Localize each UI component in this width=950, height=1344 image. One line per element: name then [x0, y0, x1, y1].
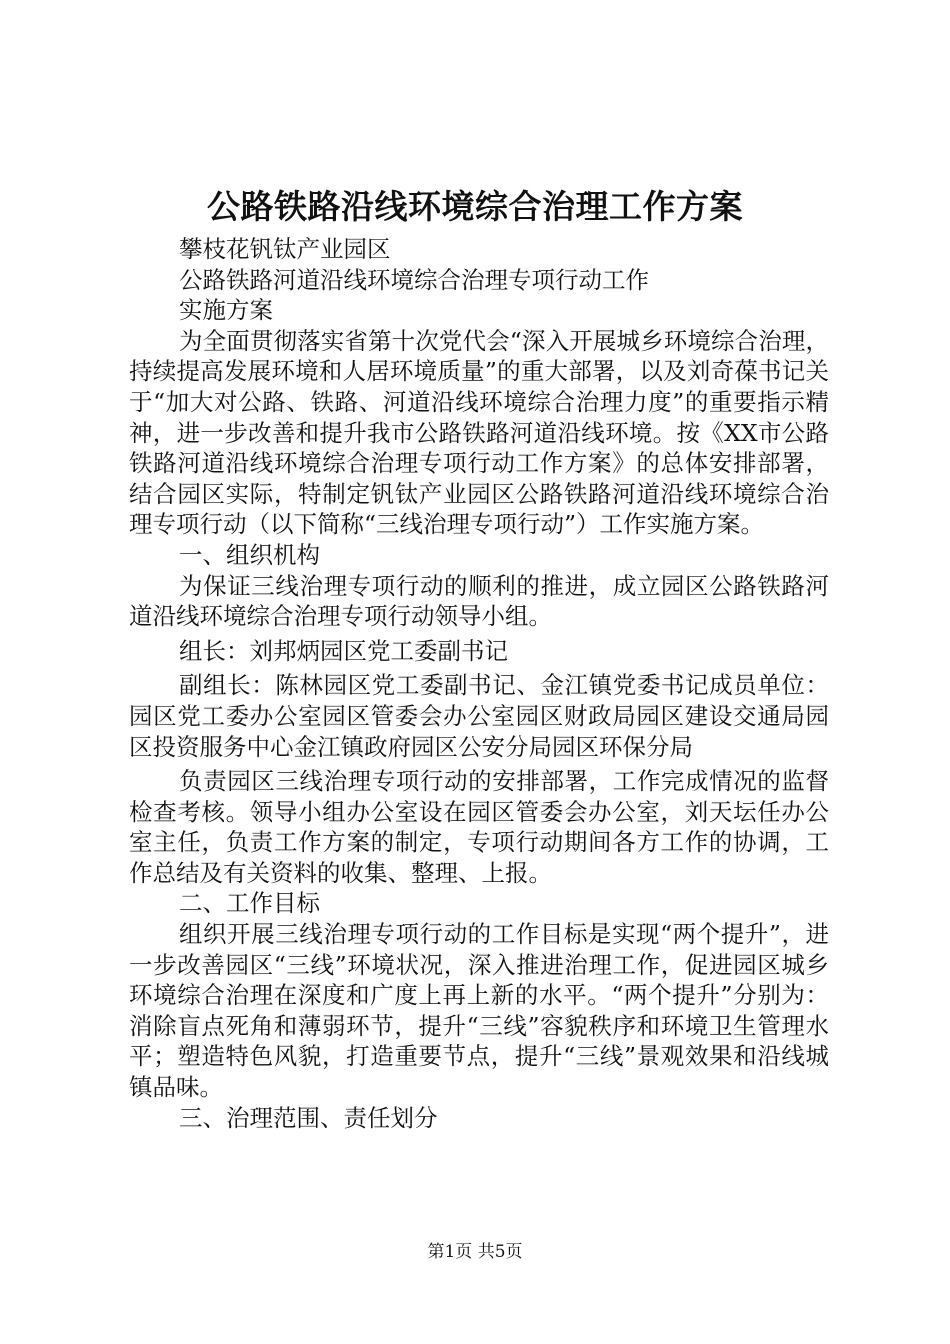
- paragraph-org-name: 攀枝花钒钛产业园区: [179, 235, 391, 263]
- paragraph-organization: 为保证三线治理专项行动的顺利的推进，成立园区公路铁路河道沿线环境综合治理专项行动领导小组。: [129, 571, 829, 631]
- paragraph-responsibilities: 负责园区三线治理专项行动的安排部署，工作完成情况的监督检查考核。领导小组办公室设在园区管委会办公室，刘天坛任办公室主任，负责工作方案的制定，专项行动期间各方工作的协调，工作总结及有关资料的收集、整理、上报。: [129, 767, 829, 887]
- section-heading-goals: 二、工作目标: [179, 889, 320, 918]
- document-body: [129, 234, 829, 1133]
- paragraph-subtitle: 公路铁路河道沿线环境综合治理专项行动工作: [179, 265, 649, 294]
- paragraph-intro: 为全面贯彻落实省第十次党代会“深入开展城乡环境综合治理，持续提高发展环境和人居环境质量”的重大部署，以及刘奇葆书记关于“加大对公路、铁路、河道沿线环境综合治理力度”的重要指示精神，进一步改善和提升我市公路铁路河道沿线环境。按《XX市公路铁路河道沿线环境综合治理专项行动工作方案》的总体安排部署，结合园区实际，特制定钒钛产业园区公路铁路河道沿线环境综合治理专项行动（以下简称“三线治理专项行动”）工作实施方案。: [129, 326, 829, 539]
- paragraph-deputy-leader: 副组长：陈林园区党工委副书记、金江镇党委书记成员单位：园区党工委办公室园区管委会办公室园区财政局园区建设交通局园区投资服务中心金江镇政府园区公安分局园区环保分局: [129, 671, 829, 761]
- section-heading-scope: 三、治理范围、责任划分: [179, 1103, 438, 1132]
- document-title: 公路铁路沿线环境综合治理工作方案: [207, 187, 743, 226]
- paragraph-leader: 组长：刘邦炳园区党工委副书记: [179, 636, 508, 665]
- paragraph-goals: 组织开展三线治理专项行动的工作目标是实现“两个提升”，进一步改善园区“三线”环境状况，深入推进治理工作，促进园区城乡环境综合治理在深度和广度上再上新的水平。“两个提升”分别为：消除盲点死角和薄弱环节，提升“三线”容貌秩序和环境卫生管理水平；塑造特色风貌，打造重要节点，提升“三线”景观效果和沿线城镇品味。: [129, 920, 829, 1102]
- page-footer: 第1页 共5页: [427, 1242, 523, 1262]
- paragraph-plan-label: 实施方案: [179, 296, 273, 325]
- section-heading-organization: 一、组织机构: [179, 540, 320, 569]
